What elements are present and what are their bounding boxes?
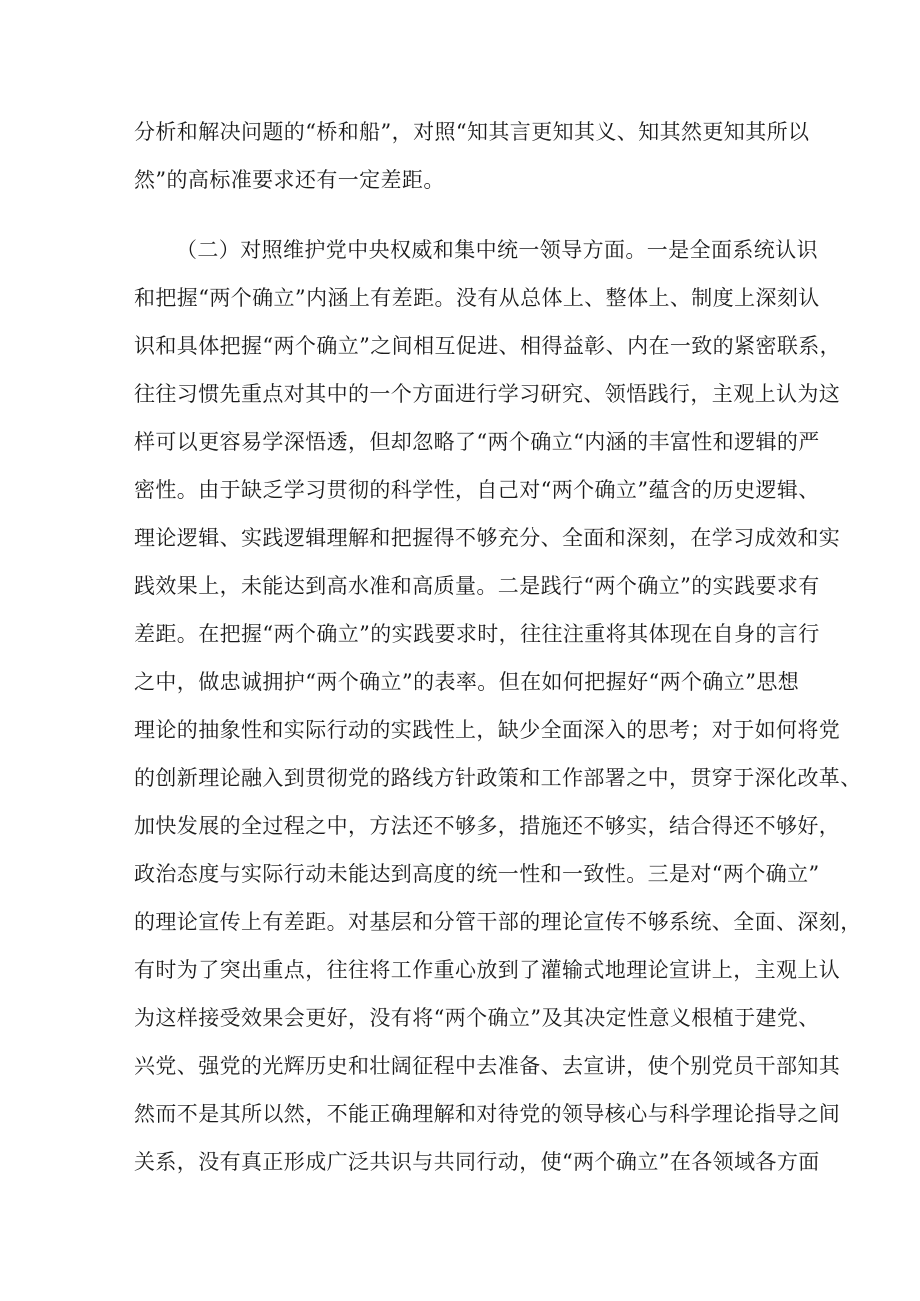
- text-line: 往往习惯先重点对其中的一个方面进行学习研究、领悟践行，主观上认为这: [134, 382, 841, 406]
- text-line: 和把握“两个确立”内涵上有差距。没有从总体上、整体上、制度上深刻认: [134, 286, 820, 310]
- text-line: 政治态度与实际行动未能达到高度的统一性和一致性。三是对“两个确立”: [134, 862, 820, 886]
- text-line: 理论逻辑、实践逻辑理解和把握得不够充分、全面和深刻，在学习成效和实: [134, 526, 841, 550]
- text-line: 理论的抽象性和实际行动的实践性上，缺少全面深入的思考；对于如何将党: [134, 718, 841, 742]
- text-line: 加快发展的全过程之中，方法还不够多，措施还不够实，结合得还不够好，: [134, 814, 841, 838]
- text-line: 然”的高标准要求还有一定差距。: [134, 168, 445, 192]
- text-line: 之中，做忠诚拥护“两个确立”的表率。但在如何把握好“两个确立”思想: [134, 670, 800, 694]
- text-line: 为这样接受效果会更好，没有将“两个确立”及其决定性意义根植于建党、: [134, 1006, 820, 1030]
- text-line: 然而不是其所以然，不能正确理解和对待党的领导核心与科学理论指导之间: [134, 1102, 841, 1126]
- text-line: 的创新理论融入到贯彻党的路线方针政策和工作部署之中，贯穿于深化改革、: [134, 766, 862, 790]
- text-line: 有时为了突出重点，往往将工作重心放到了灌输式地理论宣讲上，主观上认: [134, 958, 841, 982]
- text-line: 密性。由于缺乏学习贯彻的科学性，自己对“两个确立”蕴含的历史逻辑、: [134, 478, 820, 502]
- text-line: 差距。在把握“两个确立”的实践要求时，往往注重将其体现在自身的言行: [134, 622, 820, 646]
- text-line: 样可以更容易学深悟透，但却忽略了“两个确立“内涵的丰富性和逻辑的严: [134, 430, 820, 454]
- text-line: 践效果上，未能达到高水准和高质量。二是践行“两个确立”的实践要求有: [134, 574, 820, 598]
- text-line: 识和具体把握“两个确立”之间相互促进、相得益彰、内在一致的紧密联系，: [134, 334, 842, 358]
- text-line: 的理论宣传上有差距。对基层和分管干部的理论宣传不够系统、全面、深刻，: [134, 910, 862, 934]
- text-line: 兴党、强党的光辉历史和壮阔征程中去准备、去宣讲，使个别党员干部知其: [134, 1054, 841, 1078]
- text-line: 分析和解决问题的“桥和船”，对照“知其言更知其义、知其然更知其所以: [134, 120, 810, 144]
- text-line: 关系，没有真正形成广泛共识与共同行动，使“两个确立”在各领域各方面: [134, 1150, 820, 1174]
- paragraph-first-line: （二）对照维护党中央权威和集中统一领导方面。一是全面系统认识: [176, 238, 818, 262]
